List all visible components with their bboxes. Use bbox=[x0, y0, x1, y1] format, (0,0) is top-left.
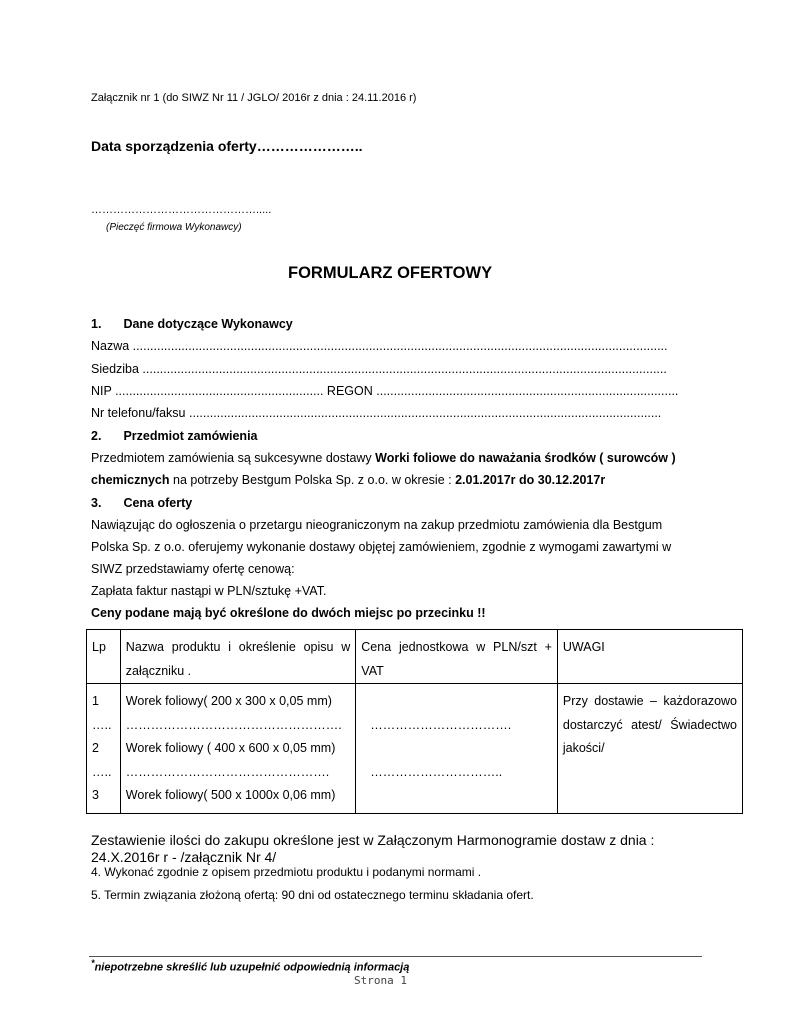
price-blank-2: ………………………….. bbox=[370, 764, 503, 779]
product-1: Worek foliowy( 200 x 300 x 0,05 mm) bbox=[125, 694, 332, 708]
footer-divider bbox=[89, 956, 702, 957]
product-2: Worek foliowy ( 400 x 600 x 0,05 mm) bbox=[125, 741, 336, 755]
note-5: 5. Termin związania złożoną ofertą: 90 dni od ostatecznego terminu składania ofert. bbox=[91, 888, 534, 902]
stamp-dots: ………………………………………..... bbox=[91, 204, 272, 216]
section-1-title: Dane dotyczące Wykonawcy bbox=[123, 317, 293, 331]
quantity-note-line-2: 24.X.2016r r - /załącznik Nr 4/ bbox=[91, 849, 277, 865]
subject-line-1 bbox=[91, 451, 676, 465]
footnote-text: niepotrzebne skreślić lub uzupełnić odpowiednią informacją bbox=[94, 961, 410, 974]
lp-cell bbox=[87, 684, 121, 814]
note-4: 4. Wykonać zgodnie z opisem przedmiotu produktu i podanymi normami . bbox=[91, 865, 482, 879]
payment-note: Zapłata faktur nastąpi w PLN/sztukę +VAT. bbox=[91, 584, 327, 598]
header-remarks: UWAGI bbox=[557, 630, 742, 684]
field-siedziba: Siedziba ....................................................................................................................................................... bbox=[91, 362, 667, 376]
offer-paragraph-line-3: SIWZ przedstawiamy ofertę cenową: bbox=[91, 562, 295, 576]
remarks-cell: Przy dostawie – każdorazowo dostarczyć atest/ Świadectwo jakości/ bbox=[557, 684, 742, 814]
field-nip-regon: NIP ............................................................ REGON ....................................................................................... bbox=[91, 384, 679, 398]
product-cell bbox=[120, 684, 355, 814]
subject-product: Worki foliowe do naważania środków ( surowców ) bbox=[375, 451, 676, 465]
stamp-caption: (Pieczęć firmowa Wykonawcy) bbox=[106, 222, 242, 233]
subject-line-2 bbox=[91, 473, 605, 487]
subject-product-cont: chemicznych bbox=[91, 473, 170, 487]
offer-date-line: Data sporządzenia oferty………………….. bbox=[91, 138, 363, 154]
section-3-title: Cena oferty bbox=[123, 496, 193, 510]
subject-period: 2.01.2017r do 30.12.2017r bbox=[455, 473, 606, 487]
footnote bbox=[91, 958, 409, 974]
table-header-row bbox=[87, 630, 743, 684]
header-lp: Lp bbox=[87, 630, 121, 684]
section-3-heading bbox=[91, 496, 192, 510]
section-1-number: 1. bbox=[91, 317, 102, 331]
subject-period-intro: na potrzeby Bestgum Polska Sp. z o.o. w okresie : bbox=[169, 473, 456, 487]
header-product: Nazwa produktu i określenie opisu w załączniku . bbox=[120, 630, 355, 684]
lp-dots-1: ….. bbox=[92, 717, 112, 732]
table-row bbox=[87, 684, 743, 814]
section-3-number: 3. bbox=[91, 496, 102, 510]
form-title: FORMULARZ OFERTOWY bbox=[288, 264, 493, 282]
header-price: Cena jednostkowa w PLN/szt + VAT bbox=[356, 630, 558, 684]
section-2-number: 2. bbox=[91, 429, 102, 443]
offer-paragraph-line-2: Polska Sp. z o.o. oferujemy wykonanie dostawy objętej zamówieniem, zgodnie z wymogami zawartymi w bbox=[91, 540, 672, 554]
attachment-reference: Załącznik nr 1 (do SIWZ Nr 11 / JGLO/ 2016r z dnia : 24.11.2016 r) bbox=[91, 92, 417, 104]
footnote-star: * bbox=[91, 958, 95, 968]
page-number: Strona 1 bbox=[354, 974, 407, 987]
price-table bbox=[86, 629, 743, 814]
product-3: Worek foliowy( 500 x 1000x 0,06 mm) bbox=[125, 788, 336, 802]
product-blank-2: …………………………………………. bbox=[125, 764, 330, 779]
section-2-title: Przedmiot zamówienia bbox=[123, 429, 258, 443]
field-nazwa: Nazwa .......................................................................................................................................................... bbox=[91, 339, 668, 353]
section-1-heading bbox=[91, 317, 293, 331]
offer-paragraph-line-1: Nawiązując do ogłoszenia o przetargu nieograniczonym na zakup przedmiotu zamówienia dla Bestgum bbox=[91, 518, 663, 532]
lp-2: 2 bbox=[92, 741, 99, 755]
subject-intro: Przedmiotem zamówienia są sukcesywne dostawy bbox=[91, 451, 376, 465]
lp-dots-2: ….. bbox=[92, 764, 112, 779]
lp-3: 3 bbox=[92, 788, 99, 802]
section-2-heading bbox=[91, 429, 258, 443]
product-blank-1: ……………………………………………. bbox=[125, 717, 342, 732]
lp-1: 1 bbox=[92, 694, 99, 708]
quantity-note-line-1: Zestawienie ilości do zakupu określone jest w Załączonym Harmonogramie dostaw z dnia : bbox=[91, 832, 655, 848]
price-cell bbox=[356, 684, 558, 814]
field-telefon: Nr telefonu/faksu ........................................................................................................................................ bbox=[91, 406, 662, 420]
price-blank-1: ……………………………. bbox=[370, 717, 512, 732]
price-precision-note: Ceny podane mają być określone do dwóch miejsc po przecinku !! bbox=[91, 606, 486, 620]
